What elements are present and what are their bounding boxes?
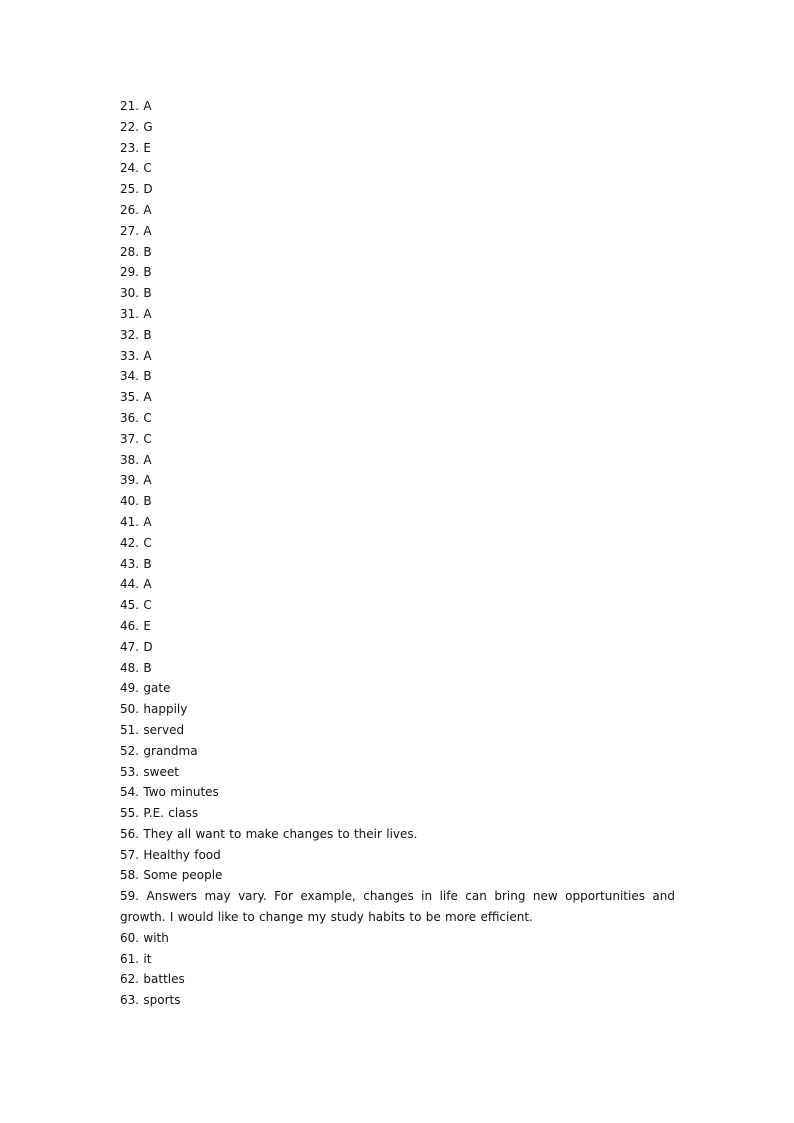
answer-item: 26. A <box>120 202 152 217</box>
answer-item: 47. D <box>120 639 153 654</box>
answer-item: 27. A <box>120 223 152 238</box>
answer-item: 32. B <box>120 327 152 342</box>
answer-item: 49. gate <box>120 681 171 696</box>
answer-key-list <box>120 96 675 1011</box>
answer-item: 29. B <box>120 265 152 280</box>
answer-item: 33. A <box>120 348 152 363</box>
answer-item: 23. E <box>120 140 151 155</box>
answer-item: 45. C <box>120 598 152 613</box>
answer-item: 31. A <box>120 306 152 321</box>
answer-item: 21. A <box>120 99 152 113</box>
answer-item: 55. P.E. class <box>120 806 199 821</box>
answer-item: 43. B <box>120 556 152 571</box>
answer-item: 42. C <box>120 535 152 550</box>
answer-item: 30. B <box>120 286 152 301</box>
answer-item: 59. Answers may vary. For example, changes in life can bring new opportunities and growth. I would like to change my study habits to be more efficient. <box>120 889 675 925</box>
answer-item: 35. A <box>120 390 152 405</box>
answer-item: 51. served <box>120 722 185 737</box>
answer-item: 52. grandma <box>120 743 198 758</box>
answer-item: 56. They all want to make changes to their lives. <box>120 826 418 841</box>
answer-item: 54. Two minutes <box>120 785 219 800</box>
answer-item: 50. happily <box>120 702 188 717</box>
answer-item: 53. sweet <box>120 764 179 779</box>
answer-item: 24. C <box>120 161 152 176</box>
answer-item: 60. with <box>120 930 169 945</box>
answer-item: 41. A <box>120 514 152 529</box>
answer-item: 48. B <box>120 660 152 675</box>
answer-item: 40. B <box>120 494 152 509</box>
answer-item: 62. battles <box>120 972 185 987</box>
answer-item: 22. G <box>120 119 153 134</box>
answer-item: 37. C <box>120 431 152 446</box>
answer-item: 28. B <box>120 244 152 259</box>
answer-item: 44. A <box>120 577 152 592</box>
answer-item: 25. D <box>120 182 153 197</box>
answer-item: 34. B <box>120 369 152 384</box>
answer-item: 58. Some people <box>120 868 223 883</box>
answer-item: 61. it <box>120 951 152 966</box>
answer-item: 46. E <box>120 618 151 633</box>
answer-item: 57. Healthy food <box>120 847 221 862</box>
answer-item: 39. A <box>120 473 152 488</box>
answer-item: 63. sports <box>120 993 181 1008</box>
answer-item: 38. A <box>120 452 152 467</box>
answer-item: 36. C <box>120 410 152 425</box>
